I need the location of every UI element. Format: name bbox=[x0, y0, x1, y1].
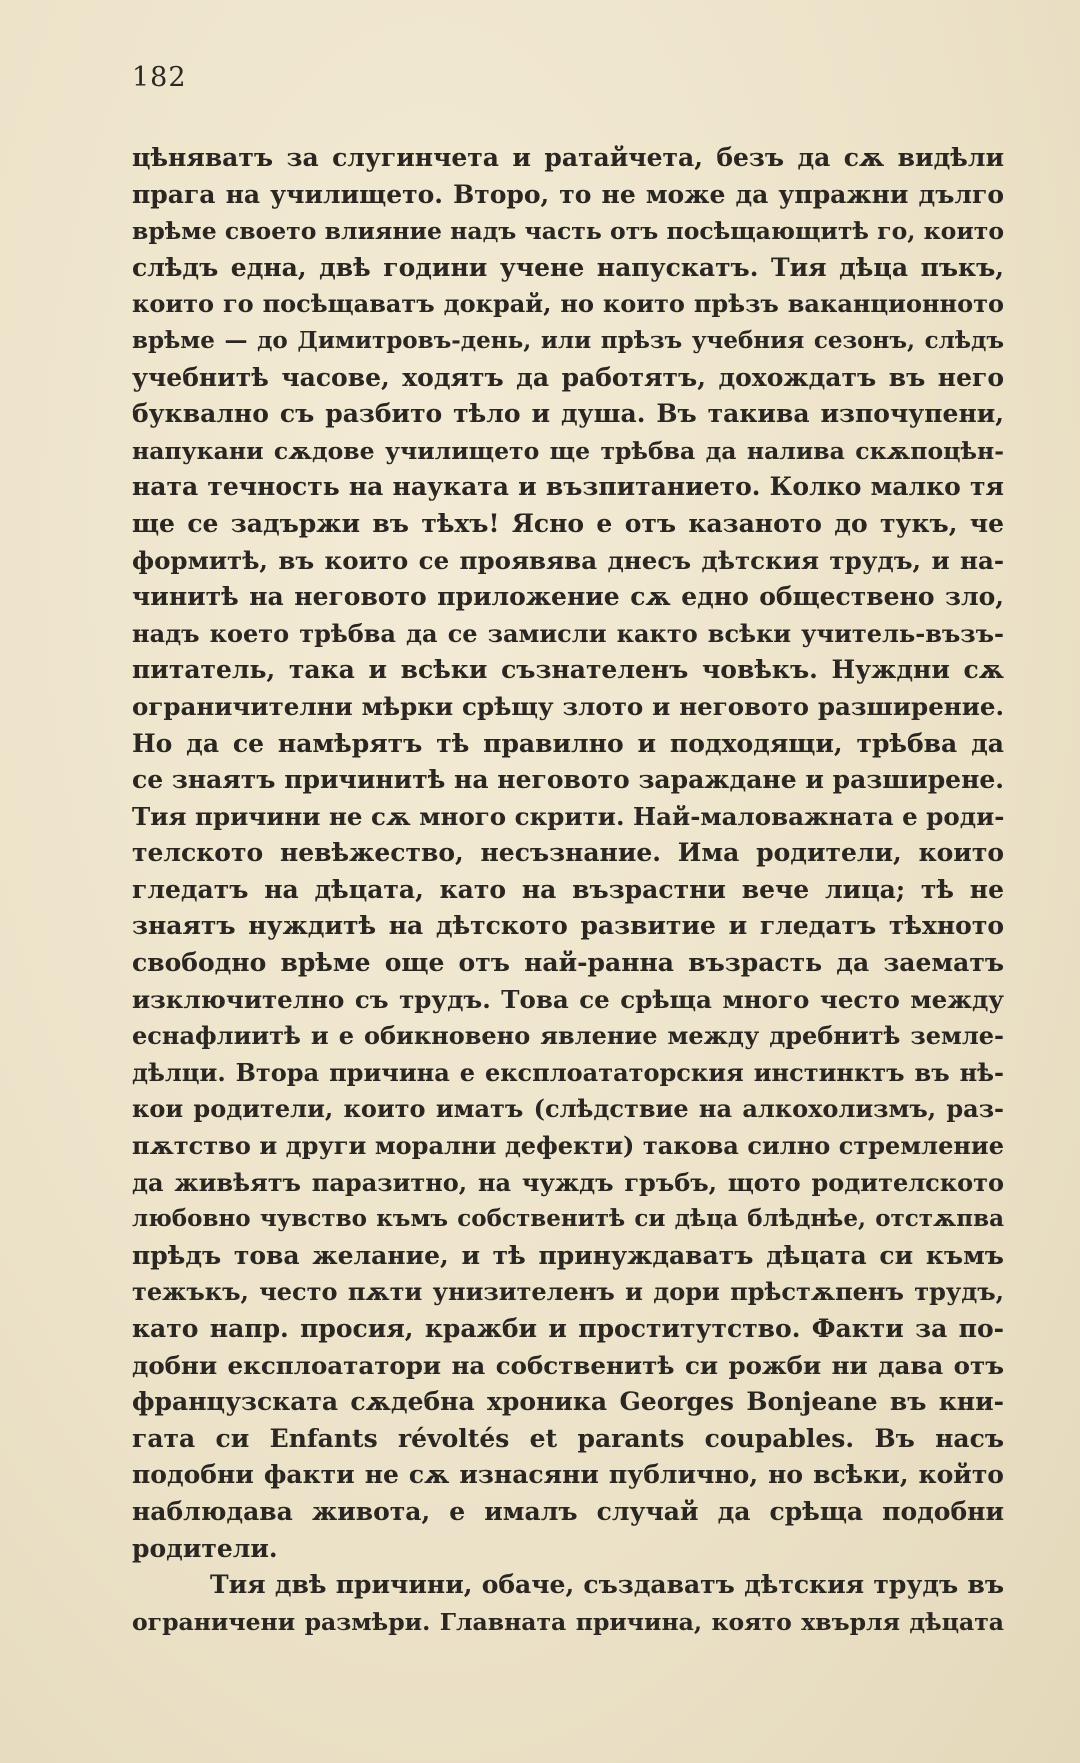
text-line: като напр. просия, кражби и проститутство. Факти за по- bbox=[132, 1314, 1004, 1343]
text-line: ограничени размѣри. Главната причина, която хвърля дѣцата bbox=[132, 1607, 1004, 1636]
text-line: ще се задържи въ тѣхъ! Ясно е отъ казаното до тукъ, че bbox=[132, 508, 1004, 538]
text-line: свободно врѣме още отъ най-ранна възрасть да заематъ bbox=[132, 948, 1004, 978]
text-line: ограничителни мѣрки срѣщу злото и неговото разширение. bbox=[132, 691, 1004, 721]
text-line: изключително съ трудъ. Това се срѣща много често между bbox=[132, 984, 1004, 1014]
text-line: напукани сѫдове училището ще трѣбва да налива скѫпоцѣн- bbox=[132, 436, 1004, 465]
text-line: пѫтство и други морални дефекти) такова силно стремление bbox=[132, 1131, 1004, 1161]
text-line: се знаятъ причинитѣ на неговото зараждане и разширене. bbox=[132, 765, 1004, 795]
text-line: любовно чувство къмъ собственитѣ си дѣца блѣднѣе, отстѫпва bbox=[132, 1205, 1004, 1233]
text-line: надъ което трѣбва да се замисли както всѣки учитель-възъ- bbox=[132, 618, 1004, 648]
text-line: еснафлиитѣ и е обикновено явление между дребнитѣ земле- bbox=[132, 1021, 1004, 1051]
text-line: дѣлци. Втора причина е експлоататорския инстинктъ въ нѣ- bbox=[132, 1057, 1004, 1087]
text-line: учебнитѣ часове, ходятъ да работятъ, дохождатъ въ него bbox=[132, 362, 1004, 392]
text-line: Но да се намѣрятъ тѣ правилно и подходящи, трѣбва да bbox=[132, 728, 1004, 758]
text-line: подобни факти не сѫ изнасяни публично, но всѣки, който bbox=[132, 1460, 1004, 1490]
text-line: прѣдъ това желание, и тѣ принуждаватъ дѣцата си къмъ bbox=[132, 1240, 1004, 1270]
text-line: врѣме своето влияние надъ часть отъ посѣщающитѣ го, които bbox=[132, 217, 1004, 246]
text-line: тежъкъ, често пѫти унизителенъ и дори прѣстѫпенъ трудъ, bbox=[132, 1277, 1004, 1307]
text-line: гледатъ на дѣцата, като на възрастни вече лица; тѣ не bbox=[132, 874, 1004, 904]
text-line: които го посѣщаватъ докрай, но които прѣзъ ваканционното bbox=[132, 289, 1004, 319]
text-line: телското невѣжество, несъзнание. Има родители, които bbox=[132, 838, 1004, 868]
text-line: гата си Enfants révoltés et parants coupables. Въ насъ bbox=[132, 1423, 1004, 1453]
text-line: цѣняватъ за слугинчета и ратайчета, безъ да сѫ видѣли bbox=[132, 143, 1004, 172]
text-line: врѣме — до Димитровъ-день, или прѣзъ учебния сезонъ, слѣдъ bbox=[132, 326, 1004, 354]
text-line: да живѣятъ паразитно, на чуждъ гръбъ, щото родителското bbox=[132, 1167, 1004, 1197]
page-number: 182 bbox=[132, 62, 187, 93]
text-line: чинитѣ на неговото приложение сѫ едно обществено зло, bbox=[132, 582, 1004, 612]
text-line: добни експлоататори на собственитѣ си рожби ни дава отъ bbox=[132, 1350, 1004, 1380]
text-line: питатель, така и всѣки съзнателенъ човѣкъ. Нуждни сѫ bbox=[132, 655, 1004, 685]
text-line: наблюдава живота, е ималъ случай да срѣща подобни bbox=[132, 1496, 1004, 1526]
text-line: слѣдъ една, двѣ години учене напускатъ. Тия дѣца пъкъ, bbox=[132, 252, 1004, 282]
paragraph-start-line: Тия двѣ причини, обаче, създаватъ дѣтския трудъ въ bbox=[210, 1570, 1004, 1600]
text-line: кои родители, които иматъ (слѣдствие на алкохолизмъ, раз- bbox=[132, 1094, 1004, 1124]
text-line: буквално съ разбито тѣло и душа. Въ такива изпочупени, bbox=[132, 399, 1004, 429]
text-line: знаятъ нуждитѣ на дѣтското развитие и гледатъ тѣхното bbox=[132, 911, 1004, 941]
text-line: французската сѫдебна хроника Georges Bonjeane въ кни- bbox=[132, 1387, 1004, 1417]
text-line: ната течность на науката и възпитанието. Колко малко тя bbox=[132, 472, 1004, 502]
paragraph-end-line: родители. bbox=[132, 1533, 278, 1563]
text-line: Тия причини не сѫ много скрити. Най-маловажната е роди- bbox=[132, 801, 1004, 831]
text-line: прага на училището. Второ, то не може да упражни дълго bbox=[132, 179, 1004, 209]
text-line: формитѣ, въ които се проявява днесъ дѣтския трудъ, и на- bbox=[132, 545, 1004, 575]
body-text bbox=[132, 140, 1004, 1640]
